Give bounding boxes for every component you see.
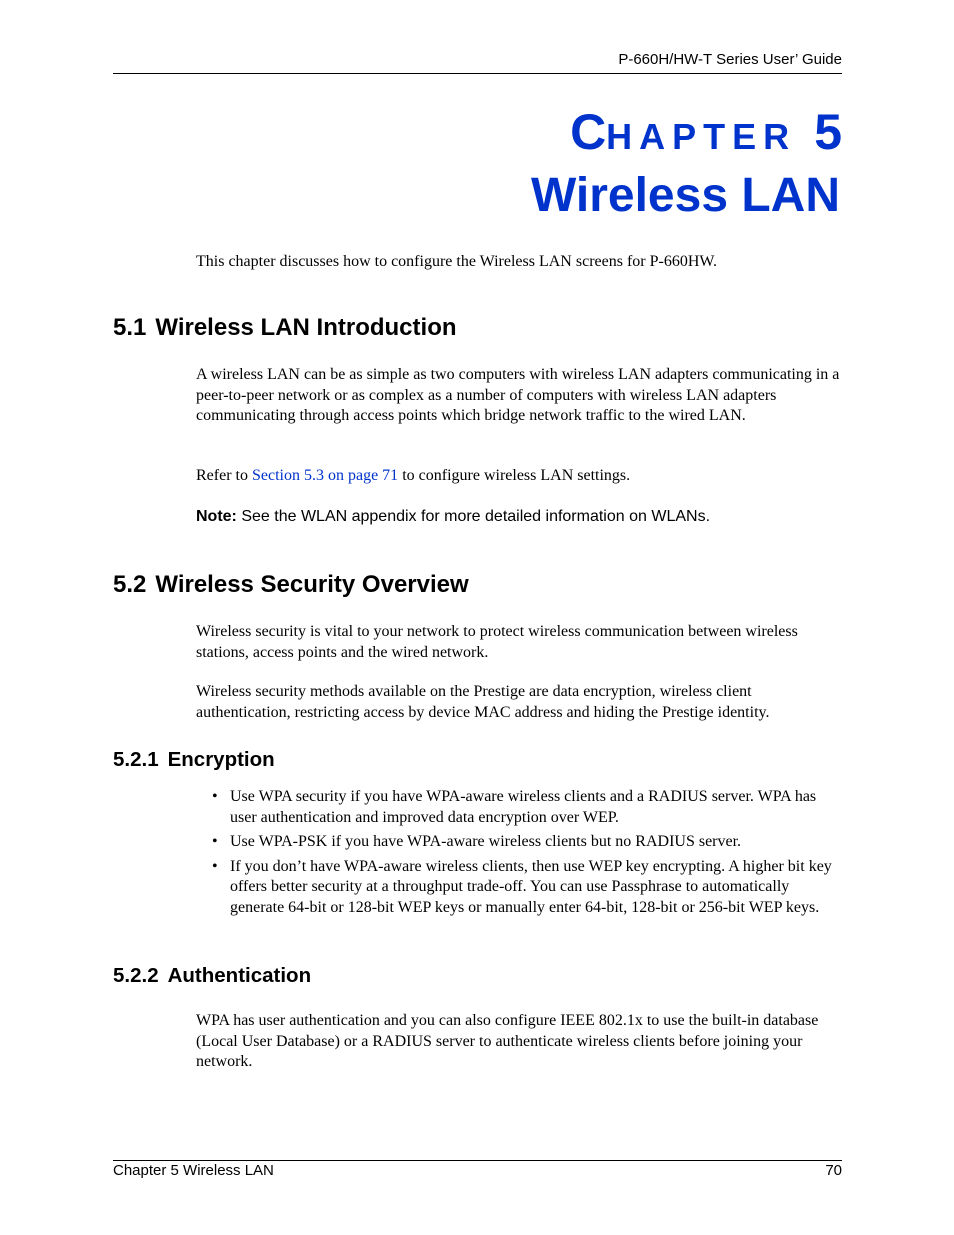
refer-prefix: Refer to (196, 467, 252, 484)
section-5-2-paragraph-2: Wireless security methods available on the Prestige are data encryption, wireless client authentication, restricting access by device MAC address and hiding the Prestige identity. (196, 683, 770, 721)
section-title: Wireless Security Overview (155, 571, 469, 598)
footer-chapter-title: Chapter 5 Wireless LAN (113, 1162, 274, 1179)
section-number: 5.2.2 (113, 964, 159, 987)
refer-paragraph (196, 466, 846, 487)
bullet-icon: • (212, 857, 218, 875)
section-5-2-paragraph-1: Wireless security is vital to your network to protect wireless communication between wireless stations, access points and the wired network. (196, 623, 798, 661)
section-number: 5.2.1 (113, 748, 159, 771)
chapter-intro: This chapter discusses how to configure the Wireless LAN screens for P-660HW. (196, 253, 718, 270)
section-5-2-2-heading (113, 963, 311, 989)
page-number: 70 (825, 1162, 842, 1179)
list-item-text: Use WPA security if you have WPA-aware wireless clients and a RADIUS server. WPA has user authentication and improved data encryption over WEP. (230, 788, 817, 826)
note-label: Note: (196, 508, 237, 525)
note-text: See the WLAN appendix for more detailed information on WLANs. (236, 508, 711, 525)
bullet-icon: • (212, 833, 218, 850)
chapter-word-rest: HAPTER (606, 116, 797, 157)
section-5-2-1-heading (113, 747, 275, 773)
chapter-title: Wireless LAN (531, 169, 840, 222)
section-title: Authentication (167, 964, 312, 987)
section-title: Wireless LAN Introduction (155, 314, 457, 341)
section-5-1-heading (113, 313, 457, 343)
list-item (212, 832, 842, 853)
section-5-2-heading (113, 570, 469, 600)
running-header: P-660H/HW-T Series User’ Guide (618, 51, 842, 68)
chapter-word-initial: C (570, 104, 607, 160)
header-rule (113, 73, 842, 74)
chapter-word (570, 104, 797, 160)
section-5-1-paragraph: A wireless LAN can be as simple as two computers with wireless LAN adapters communicating in a peer-to-peer network or as complex as a number of computers with wireless LAN adapters communicating through access points which bridge network traffic to the wired LAN. (196, 366, 840, 424)
encryption-bullet-list (212, 787, 842, 922)
chapter-label (570, 102, 842, 175)
section-5-3-link[interactable]: Section 5.3 on page 71 (251, 467, 399, 484)
section-5-2-2-paragraph: WPA has user authentication and you can also configure IEEE 802.1x to use the built-in database (Local User Database) or a RADIUS server to authenticate wireless clients before joining your network. (196, 1012, 819, 1070)
section-number: 5.2 (113, 571, 147, 598)
section-title: Encryption (167, 748, 275, 771)
bullet-icon: • (212, 788, 218, 805)
list-item (212, 787, 842, 828)
list-item (212, 857, 842, 919)
chapter-number: 5 (814, 104, 842, 160)
note (196, 507, 710, 527)
list-item-text: If you don’t have WPA-aware wireless clients, then use WEP key encrypting. A higher bit key offers better security at a throughput trade-off. You can use Passphrase to automatically generate 64-bit or 128-bit WEP keys or manually enter 64-bit, 128-bit or 256-bit WEP keys. (230, 857, 832, 916)
section-number: 5.1 (113, 314, 147, 341)
list-item-text: Use WPA-PSK if you have WPA-aware wireless clients but no RADIUS server. (230, 833, 742, 850)
refer-suffix: to configure wireless LAN settings. (398, 467, 631, 484)
